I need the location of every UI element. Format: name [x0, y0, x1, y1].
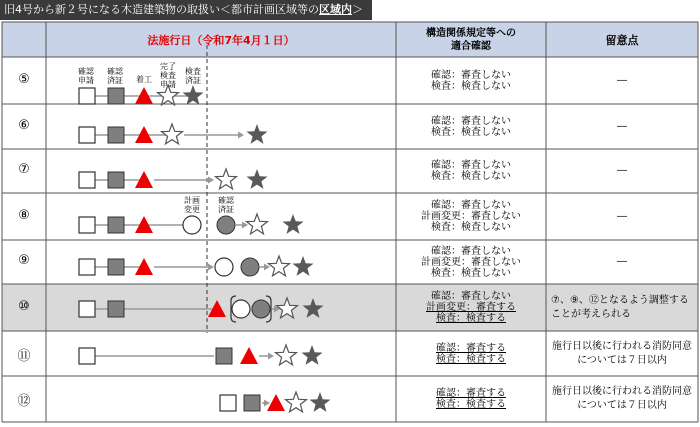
check-line: 確認：審査しない: [431, 291, 511, 302]
application-square-icon: [79, 301, 95, 317]
construction-start-triangle-icon: [240, 347, 258, 364]
check-line: 検査：検査する: [436, 353, 506, 365]
row-number: ⑨: [18, 253, 30, 268]
approval-circle-icon: [252, 300, 270, 318]
completion-application-star-icon: [162, 124, 183, 144]
application-square-icon: [79, 259, 95, 275]
check-line: 検査：検査しない: [431, 80, 511, 92]
plan-change-circle-icon: [232, 300, 250, 318]
check-line: 確認：審査しない: [431, 245, 511, 257]
approval-circle-icon: [217, 216, 235, 234]
notes-cell: ―: [617, 165, 627, 176]
row-number: ⑥: [18, 117, 30, 133]
row-number: ⑪: [17, 348, 31, 364]
row-number: ⑩: [18, 298, 30, 314]
approval-square-icon: [108, 88, 124, 104]
approval-square-icon: [108, 301, 124, 317]
timeline-arrowhead: [208, 177, 214, 184]
inspection-certificate-star-icon: [293, 256, 314, 276]
page-title: [0, 0, 372, 20]
label-plan-change: 計画 変更: [184, 196, 200, 214]
label-completion: 完了 検査 申請: [160, 62, 176, 89]
header-check-line1: 構造関係規定等への: [426, 28, 516, 39]
check-line: 確認：審査する: [436, 388, 506, 399]
timeline-arrowhead: [208, 264, 214, 271]
construction-start-triangle-icon: [267, 394, 285, 411]
notes-cell: ―: [617, 120, 627, 132]
approval-square-icon: [216, 348, 232, 364]
row-number: ⑫: [17, 394, 31, 409]
check-line: 検査：検査する: [436, 313, 506, 324]
application-square-icon: [79, 172, 95, 188]
check-line: 検査：検査しない: [431, 126, 511, 138]
application-square-icon: [79, 88, 95, 104]
header-timeline: 法施行日（令和7年4月１日）: [147, 34, 295, 47]
check-line: 確認：審査しない: [431, 69, 511, 81]
row-number: ⑦: [18, 162, 30, 177]
completion-application-star-icon: [247, 214, 268, 234]
title-suffix: ＞: [352, 3, 363, 16]
title-highlight: 区域内: [319, 3, 352, 16]
inspection-certificate-star-icon: [302, 345, 323, 365]
header-notes: 留意点: [605, 34, 639, 47]
inspection-certificate-star-icon: [310, 392, 331, 412]
approval-circle-icon: [241, 258, 259, 276]
approval-square-icon: [108, 172, 124, 188]
inspection-certificate-star-icon: [283, 214, 304, 234]
row-number: ⑧: [18, 207, 30, 223]
notes-cell: 施行日以後に行われる消防同意については７日以内: [552, 386, 692, 411]
check-line: 計画変更：審査する: [426, 302, 516, 313]
notes-cell: ―: [617, 210, 627, 222]
application-square-icon: [79, 127, 95, 143]
label-inspection: 検査 済証: [185, 67, 201, 85]
check-line: 確認：審査しない: [431, 160, 511, 171]
check-line: 計画変更：審査しない: [421, 211, 521, 222]
header-check-line2: 適合確認: [451, 41, 491, 52]
check-line: 確認：審査しない: [431, 200, 511, 211]
notes-cell: ―: [617, 256, 627, 267]
notes-cell: ―: [617, 74, 627, 86]
approval-square-icon: [244, 395, 260, 411]
application-square-icon: [79, 217, 95, 233]
notes-cell: ⑦、⑨、⑫となるよう調整することが考えられる: [551, 294, 689, 320]
timeline-arrowhead: [264, 400, 270, 407]
completion-application-star-icon: [269, 256, 290, 276]
title-prefix: 旧4号から新２号になる木造建築物の取扱い＜都市計画区域等の: [4, 3, 319, 16]
label-approval2: 確認 済証: [218, 196, 234, 214]
inspection-certificate-star-icon: [247, 124, 268, 144]
check-line: 検査：検査する: [436, 399, 506, 410]
row-number: ⑤: [18, 71, 30, 87]
timeline-arrowhead: [268, 353, 274, 360]
timeline-arrowhead: [238, 132, 244, 139]
check-line: 検査：検査しない: [431, 222, 511, 233]
check-line: 検査：検査しない: [431, 171, 511, 182]
completion-application-star-icon: [276, 345, 297, 365]
check-line: 確認：審査しない: [431, 115, 511, 127]
label-application: 確認 申請: [78, 67, 94, 85]
label-approval: 確認 済証: [107, 67, 123, 85]
check-line: 検査：検査しない: [431, 267, 511, 279]
approval-square-icon: [108, 259, 124, 275]
application-square-icon: [79, 348, 95, 364]
approval-square-icon: [108, 217, 124, 233]
notes-cell: 施行日以後に行われる消防同意については７日以内: [552, 340, 692, 366]
plan-change-circle-icon: [183, 216, 201, 234]
plan-change-circle-icon: [215, 258, 233, 276]
inspection-certificate-star-icon: [247, 169, 268, 189]
label-start: 着工: [136, 75, 152, 84]
check-line: 確認：審査する: [436, 342, 506, 354]
completion-application-star-icon: [216, 169, 237, 189]
approval-square-icon: [108, 127, 124, 143]
application-square-icon: [220, 395, 236, 411]
check-line: 計画変更：審査しない: [421, 256, 521, 268]
completion-application-star-icon: [286, 392, 307, 412]
